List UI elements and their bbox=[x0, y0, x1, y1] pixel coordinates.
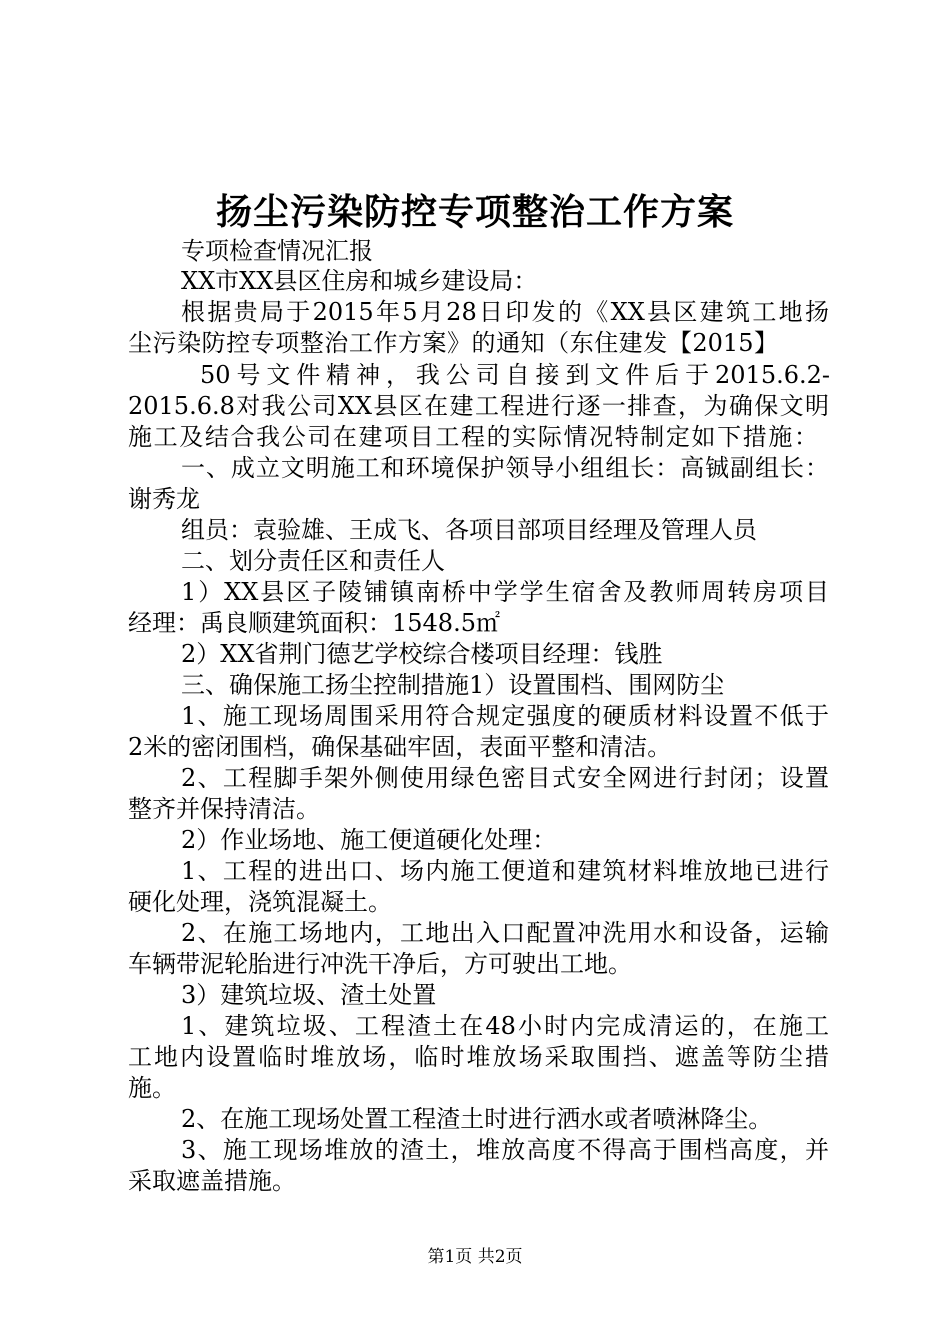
paragraph-line: 专项检查情况汇报 bbox=[181, 237, 373, 265]
paragraph-line: 1）XX县区子陵铺镇南桥中学学生宿舍及教师周转房项目 bbox=[181, 578, 829, 606]
paragraph-line: 3）建筑垃圾、渣土处置 bbox=[181, 981, 437, 1009]
paragraph-line: 2）作业场地、施工便道硬化处理： bbox=[181, 826, 557, 854]
paragraph-line: 2）XX省荆门德艺学校综合楼项目经理：钱胜 bbox=[181, 640, 663, 668]
paragraph-line: 1、施工现场周围采用符合规定强度的硬质材料设置不低于 bbox=[181, 702, 829, 730]
paragraph-line: 3、施工现场堆放的渣土，堆放高度不得高于围档高度，并 bbox=[181, 1136, 829, 1164]
paragraph-line: 采取遮盖措施。 bbox=[128, 1167, 296, 1195]
paragraph-line: 二、划分责任区和责任人 bbox=[181, 547, 445, 575]
paragraph-line: 1、建筑垃圾、工程渣土在48小时内完成清运的，在施工 bbox=[181, 1012, 829, 1040]
paragraph-line: 2米的密闭围档，确保基础牢固，表面平整和清洁。 bbox=[128, 733, 672, 761]
paragraph-line: 施。 bbox=[128, 1074, 176, 1102]
paragraph-line: 车辆带泥轮胎进行冲洗干净后，方可驶出工地。 bbox=[128, 950, 632, 978]
paragraph-line: 2015.6.8对我公司XX县区在建工程进行逐一排查，为确保文明 bbox=[128, 392, 829, 420]
paragraph-line: 一、成立文明施工和环境保护领导小组组长：高铖副组长： bbox=[181, 454, 829, 482]
paragraph-line: 2、在施工现场处置工程渣土时进行洒水或者喷淋降尘。 bbox=[181, 1105, 773, 1133]
paragraph-line: 三、确保施工扬尘控制措施1）设置围档、围网防尘 bbox=[181, 671, 725, 699]
page-footer: 第1页 共2页 bbox=[427, 1247, 523, 1267]
paragraph-line: 1、工程的进出口、场内施工便道和建筑材料堆放地已进行 bbox=[181, 857, 829, 885]
paragraph-line: 硬化处理，浇筑混凝土。 bbox=[128, 888, 392, 916]
paragraph-line: 2、工程脚手架外侧使用绿色密目式安全网进行封闭；设置 bbox=[181, 764, 829, 792]
paragraph-line: 谢秀龙 bbox=[128, 485, 200, 513]
paragraph-line: 工地内设置临时堆放场，临时堆放场采取围挡、遮盖等防尘措 bbox=[128, 1043, 829, 1071]
paragraph-line: 施工及结合我公司在建项目工程的实际情况特制定如下措施： bbox=[128, 423, 818, 451]
paragraph-line: 尘污染防控专项整治工作方案》的通知（东住建发【2015】 bbox=[128, 329, 778, 357]
paragraph-line: 根据贵局于2015年5月28日印发的《XX县区建筑工地扬 bbox=[181, 298, 829, 326]
paragraph-line: 2、在施工场地内，工地出入口配置冲洗用水和设备，运输 bbox=[181, 919, 829, 947]
paragraph-line: XX市XX县区住房和城乡建设局： bbox=[181, 267, 538, 295]
paragraph-line: 整齐并保持清洁。 bbox=[128, 795, 320, 823]
document-title: 扬尘污染防控专项整治工作方案 bbox=[215, 191, 734, 233]
paragraph-line: 经理：禹良顺建筑面积：1548.5㎡ bbox=[128, 609, 500, 637]
paragraph-line: 50号文件精神，我公司自接到文件后于2015.6.2- bbox=[200, 361, 830, 389]
paragraph-line: 组员：袁验雄、王成飞、各项目部项目经理及管理人员 bbox=[181, 516, 757, 544]
